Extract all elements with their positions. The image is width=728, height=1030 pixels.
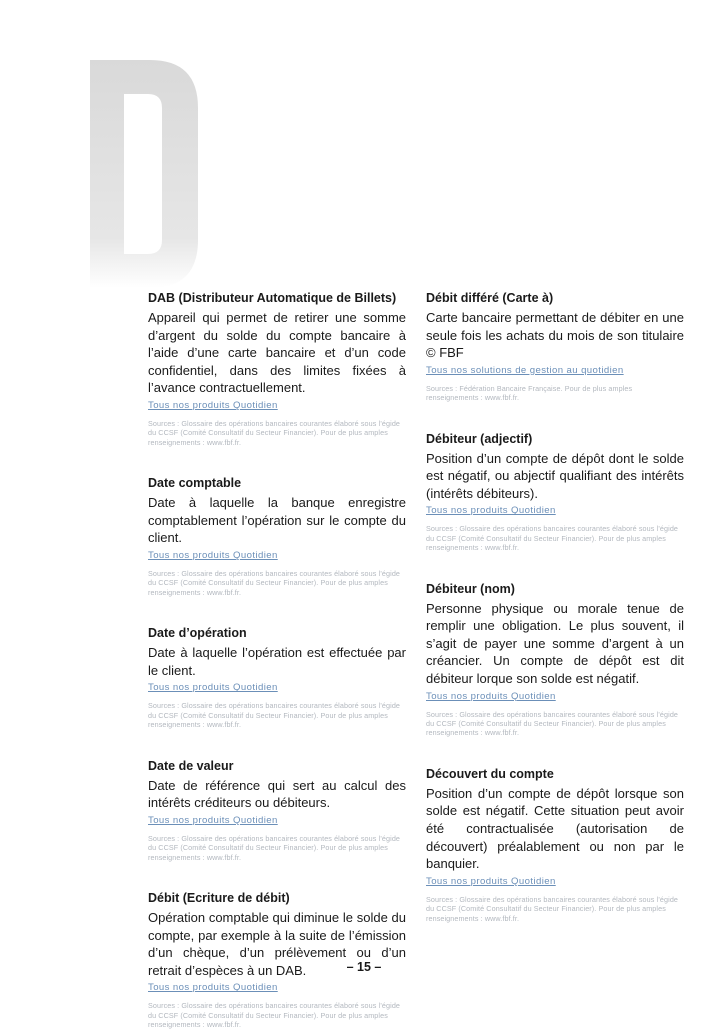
glossary-entry-date-operation <box>148 625 406 729</box>
entry-term: Débiteur (nom) <box>426 581 515 596</box>
entry-link[interactable]: Tous nos produits Quotidien <box>148 682 278 694</box>
entry-term: Découvert du compte <box>426 766 554 781</box>
entry-term: Date de valeur <box>148 758 234 773</box>
glossary-entry-decouvert <box>426 766 684 923</box>
entry-definition: Date de référence qui sert au calcul des intérêts créditeurs ou débiteurs. <box>148 777 406 811</box>
entry-term: Débit (Ecriture de débit) <box>148 891 290 905</box>
entry-link[interactable]: Tous nos solutions de gestion au quotidien <box>426 364 624 376</box>
glossary-column-right <box>426 290 684 923</box>
glossary-entry-debiteur-adjectif <box>426 431 684 553</box>
entry-definition: Carte bancaire permettant de débiter en une seule fois les achats du mois de son titulaire © FBF <box>426 310 684 361</box>
entry-link[interactable]: Tous nos produits Quotidien <box>426 875 556 887</box>
entry-source: Sources : Glossaire des opérations bancaires courantes élaboré sous l’égide du CCSF (Comité Consultatif du Secteur Financier). Pour de plus amples renseignements : www.fbf.fr. <box>426 709 679 738</box>
glossary-entry-dab <box>148 290 406 447</box>
section-letter-d <box>80 40 210 310</box>
entry-link[interactable]: Tous nos produits Quotidien <box>148 982 278 994</box>
entry-term: Débit différé (Carte à) <box>426 291 554 305</box>
entry-definition: Date à laquelle la banque enregistre comptablement l’opération sur le compte du client. <box>148 495 406 546</box>
entry-source: Sources : Glossaire des opérations bancaires courantes élaboré sous l’égide du CCSF (Comité Consultatif du Secteur Financier). Pour de plus amples renseignements : www.fbf.fr. <box>148 568 401 597</box>
glossary-entry-date-valeur <box>148 758 406 862</box>
glossary-entry-debiteur-nom <box>426 581 684 738</box>
entry-source: Sources : Glossaire des opérations bancaires courantes élaboré sous l’égide du CCSF (Comité Consultatif du Secteur Financier). Pour de plus amples renseignements : www.fbf.fr. <box>148 833 401 862</box>
entry-definition: Position d’un compte de dépôt dont le solde est négatif, ou abjectif qualifiant des intérêts (intérêts débiteurs). <box>426 450 684 501</box>
entry-definition: Appareil qui permet de retirer une somme d’argent du solde du compte bancaire à l’aide d’une carte bancaire et d’un code confidentiel, dans des limites fixées à l’avance contractuellement. <box>148 310 406 396</box>
entry-source: Sources : Glossaire des opérations bancaires courantes élaboré sous l’égide du CCSF (Comité Consultatif du Secteur Financier). Pour de plus amples renseignements : www.fbf.fr. <box>148 418 401 447</box>
entry-term: Débiteur (adjectif) <box>426 431 533 446</box>
entry-term: Date d’opération <box>148 626 247 641</box>
entry-link[interactable]: Tous nos produits Quotidien <box>148 814 278 826</box>
entry-source: Sources : Glossaire des opérations bancaires courantes élaboré sous l’égide du CCSF (Comité Consultatif du Secteur Financier). Pour de plus amples renseignements : www.fbf.fr. <box>426 524 679 553</box>
entry-definition: Personne physique ou morale tenue de remplir une obligation. Le plus souvent, il s’agit de payer une somme d’argent à un créancier. Un compte de dépôt est dit débiteur lorque son solde est négatif. <box>426 600 684 686</box>
entry-link[interactable]: Tous nos produits Quotidien <box>148 399 278 411</box>
entry-link[interactable]: Tous nos produits Quotidien <box>426 505 556 517</box>
entry-source: Sources : Glossaire des opérations bancaires courantes élaboré sous l’égide du CCSF (Comité Consultatif du Secteur Financier). Pour de plus amples renseignements : www.fbf.fr. <box>148 701 401 730</box>
entry-source: Sources : Glossaire des opérations bancaires courantes élaboré sous l’égide du CCSF (Comité Consultatif du Secteur Financier). Pour de plus amples renseignements : www.fbf.fr. <box>148 1001 401 1030</box>
glossary-entry-date-comptable <box>148 475 406 597</box>
entry-link[interactable]: Tous nos produits Quotidien <box>426 690 556 702</box>
entry-term: DAB (Distributeur Automatique de Billets) <box>148 291 397 305</box>
entry-definition: Opération comptable qui diminue le solde du compte, par exemple à la suite de l’émission d’un chèque, d’un prélèvement ou d’un retrait d’espèces à un DAB. <box>148 910 406 978</box>
entry-definition: Position d’un compte de dépôt lorsque son solde est négatif. Cette situation peut avoir été contractualisée (autorisation de découvert) préalablement ou non par le banquier. <box>426 785 684 872</box>
entry-definition: Date à laquelle l’opération est effectuée par le client. <box>148 645 406 678</box>
glossary-entry-debit-differe <box>426 290 684 403</box>
entry-source: Sources : Fédération Bancaire Française. Pour de plus amples renseignements : www.fbf.fr. <box>426 383 633 403</box>
glossary-column-left <box>148 290 406 1030</box>
entry-link[interactable]: Tous nos produits Quotidien <box>148 549 278 561</box>
entry-term: Date comptable <box>148 476 242 491</box>
entry-source: Sources : Glossaire des opérations bancaires courantes élaboré sous l’égide du CCSF (Comité Consultatif du Secteur Financier). Pour de plus amples renseignements : www.fbf.fr. <box>426 894 679 923</box>
page-number: – 15 – <box>346 960 382 974</box>
